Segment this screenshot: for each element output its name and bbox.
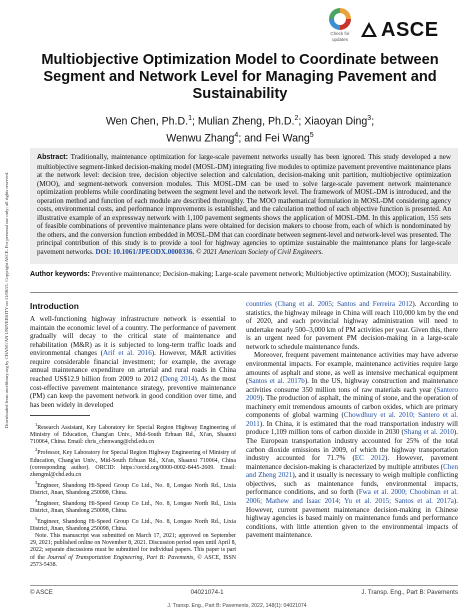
- intro-text: Moreover, frequent pavement maintenance activities may have adverse environmental impacts. For example, maintenance activities require large amounts of asphalt and stone, as well as intensive mechanical equipment (: [246, 351, 458, 386]
- footnote-text: Engineer, Shandong Hi-Speed Group Co Ltd., No. 8, Longao North Rd., Lixia District, Jinan, Shandong 250098, China.: [30, 500, 236, 514]
- intro-text: ). In the US, highway construction and maintenance activities consume 350 million tons of raw materials each year (: [246, 377, 458, 394]
- author-name: ; Xiaoyan Ding: [298, 115, 368, 128]
- badge-label-2: updates: [331, 37, 348, 42]
- citation-link[interactable]: Deng 2014: [162, 374, 195, 383]
- footnotes: [30, 421, 236, 569]
- footer-journal: J. Transp. Eng., Part B: Pavements: [361, 589, 458, 596]
- intro-text: ). However, pavement maintenance decision-making is characterized by multiple attributes (: [246, 454, 458, 471]
- publisher-logo[interactable]: [360, 20, 439, 40]
- journal-name: Journal of Transportation Engineering, Part B: Pavements: [47, 554, 194, 561]
- intro-continued: [246, 300, 458, 540]
- intro-text: ). According to statistics, the highway mileage in China will reach 110,000 km by the end of 2020, and each provincial highway administration will need to undertake nearly 500–3,000 km of PM activities per year. Given this, there is an urgent need for pavement PM decision-making in a large-scale network to schedule maintenance funds.: [246, 300, 458, 351]
- keywords-text: Preventive maintenance; Decision-making; Large-scale pavement network; Multiobjective optimization (MOO); Sustainability.: [89, 270, 452, 278]
- keywords-label: Author keywords:: [30, 271, 90, 278]
- page-footer: [30, 585, 458, 596]
- asce-logo-icon: [360, 21, 378, 39]
- footnote-divider: [30, 415, 90, 416]
- check-updates-icon: [329, 8, 351, 30]
- download-notice: Downloaded from ascelibrary.org by CHANG'AN UNIVERSITY on 11/08/21. Copyright ASCE. For personal use only; all rights reserved.: [4, 171, 9, 429]
- author-sup: 5: [309, 132, 314, 140]
- abstract-text: Traditionally, maintenance optimization for large-scale pavement networks usually has been ignored. This study developed a new multiobjective segment-linked decision-making model (MOSL-DM) integrating five modules to optimize pavement preventive maintenance plans at the network level: decision tree, decision objective selection and calculation, decision-making unit partition, multiobjective optimization (MOO), and segment-network conversion modules. This MOSL-DM can be used to solve large-scale pavement network maintenance optimization problems while coordinating between the segment level and the network level. The framework of MOSL-DM is introduced, and the operation method and function of each module are described thoroughly. The MOO mathematical formulation in MOSL-DM considering agency costs, environmental costs, and performance improvements is established, and the calculation method of each objective function is presented. An illustrative example of an expressway network with 1,100 pavement segments shows the application of MOSL-DM. In this application, 155 sets of feasible combinations of preventive maintenance plans were obtained for decision makers to choose from, each of which is nondominated by the others, and the conversion function embedded in MOSL-DM that can coordinate between segment-level and network-level was presented. The principal contribution of this study is to provide a tool for highway agencies to optimize sustainable the maintenance plans for large-scale pavement networks.: [37, 153, 451, 257]
- footnote-text: Professor, Key Laboratory for Special Region Highway Engineering of Ministry of Education, Chang'an Univ., Mid-South Erhuan Rd., Xi'an, Shaanxi 710064, China (corresponding author). ORCID: https://orcid.org/0000-0002-8445-2609. Email: zhengml@chd.edu.cn: [30, 450, 236, 478]
- footnote: [30, 479, 236, 497]
- intro-text: A well-functioning highway infrastructure network is essential to maintain the economic level of a country. The performance of pavement gradually will decay to the critical state of maintenance and rehabilitation (M&R) as it is subjected to long-term traffic loads and environmental changes (: [30, 315, 236, 358]
- footnote: [30, 446, 236, 478]
- author-name: Wenwu Zhang: [166, 132, 235, 145]
- author-name: Wen Chen, Ph.D.: [105, 115, 189, 128]
- footnote-number: 3: [35, 479, 38, 485]
- footnote: [30, 421, 236, 446]
- check-for-updates-badge[interactable]: [326, 8, 354, 42]
- author-sup: 2: [294, 115, 299, 122]
- citation-link[interactable]: Chen and Zheng 2021: [246, 462, 458, 480]
- doi-link[interactable]: DOI: 10.1061/JPEODX.0000336.: [95, 248, 195, 257]
- footnote-text: Engineer, Shandong Hi-Speed Group Co Ltd., No. 8, Longao North Rd., Lixia District, Jinan, Shandong 250098, China.: [30, 482, 236, 496]
- author-name: ; Mulian Zheng, Ph.D.: [192, 115, 295, 128]
- introduction-heading: Introduction: [30, 301, 79, 311]
- citation-link[interactable]: Arif et al. 2016: [103, 349, 152, 358]
- note-text: Note. This manuscript was submitted on March 17, 2021; approved on September 29, 2021; published online on November 8, 2021. Discussion period open until April 8, 2022; separate discussions must be submitted for individual papers. This paper is part of the: [30, 533, 236, 561]
- authors-line-1: [40, 112, 440, 129]
- footnote: [30, 515, 236, 533]
- abstract: [30, 148, 458, 264]
- abstract-copyright: © 2021 American Society of Civil Engineers.: [194, 248, 324, 257]
- intro-text: ). The European transportation industry accounted for 25% of the total carbon dioxide emissions in 2009, of which the highway transportation industry accounted for 71.7% (: [246, 428, 458, 463]
- intro-text: ), and it usually is necessary to weigh multiple conflicting objectives, such as maintenance funds, environmental impacts, performance conditions, and so forth (: [246, 471, 459, 497]
- footnote-text: Research Assistant, Key Laboratory for Special Region Highway Engineering of Ministry of Education, Chang'an Univ., Mid-South Erhuan Rd., Xi'an, Shaanxi 710064, China. Email: chris_chenwang@chd.edu.cn: [30, 425, 236, 446]
- citation-link[interactable]: countries (Chang et al. 2005; Santos and Ferreira 2012: [246, 300, 413, 308]
- intro-paragraph: [30, 315, 236, 409]
- author-separator: ;: [371, 115, 375, 128]
- asce-logo-text: ASCE: [381, 18, 439, 41]
- note-text: , © ASCE, ISSN 2573-5438.: [30, 554, 236, 568]
- footnote-number: 4: [35, 497, 38, 503]
- abstract-label: Abstract:: [37, 154, 68, 161]
- citation-link[interactable]: Chowdhury et al. 2010; Santero et al. 2011: [246, 411, 458, 428]
- footnote-number: 5: [35, 516, 38, 522]
- intro-text: ). However, M&R activities require considerable financial investment; for example, the average annual maintenance expenditure on arterial and rural roads in China reached US$12.9 billion from 2009 to 2012 (: [30, 349, 236, 383]
- footnote-number: 2: [35, 447, 38, 453]
- author-list: [40, 112, 440, 146]
- footer-article-number: 04021074-1: [190, 589, 224, 596]
- citation-link[interactable]: Santos et al. 2017b: [248, 377, 305, 386]
- badge-label-1: Check for: [330, 31, 350, 36]
- intro-text: ). In China, it is estimated that the road transportation industry will produce 1,109 million tons of carbon dioxide in 2030 (: [246, 419, 458, 437]
- citation-link[interactable]: Fwa et al. 2000; Choobinan et al. 2006; Mathew and Isaac 2014; Yu et al. 2015; Santos et al. 2017a: [246, 488, 458, 505]
- intro-text: ). As the most cost-effective pavement maintenance strategy, preventive maintenance (PM) can keep the pavement network in good condition over time, and has been widely in developed: [30, 374, 236, 409]
- author-sup: 4: [234, 132, 239, 140]
- author-keywords: [30, 270, 458, 280]
- citation-link[interactable]: Santero 2009: [246, 385, 458, 403]
- authors-line-2: [40, 129, 440, 146]
- footnote: [30, 497, 236, 515]
- left-column: [30, 300, 236, 569]
- section-divider: [30, 292, 458, 293]
- footnote-number: 1: [35, 422, 38, 428]
- author-sup: 3: [367, 115, 372, 122]
- intro-text: ). However, current pavement maintenance decision-making in Chinese highway agencies is based mainly on maintenance funds and performance conditions, with little attention given to the environmental impacts of pavement maintenance.: [246, 496, 458, 540]
- paper-title: Multiobjective Optimization Model to Coordinate between Segment and Network Level for Managing Pavement and Sustainability: [41, 52, 439, 102]
- right-column: [246, 300, 458, 540]
- author-sup: 1: [188, 115, 192, 122]
- citation-link[interactable]: EC 2012: [354, 454, 385, 463]
- submission-note: [30, 533, 236, 568]
- footer-copyright: © ASCE: [30, 589, 53, 596]
- footnote-text: Engineer, Shandong Hi-Speed Group Co Ltd., No. 8, Longao North Rd., Lixia District, Jinan, Shandong 250098, China.: [30, 519, 236, 533]
- author-name: ; and Fei Wang: [238, 132, 310, 145]
- citation-link[interactable]: Shang et al. 2010: [403, 428, 454, 437]
- intro-text: ). The production of asphalt, the mining of stone, and the operation of machinery emit tremendous amounts of carbon oxides, which are primary components of global warming (: [246, 394, 458, 420]
- citation-footer: J. Transp. Eng., Part B: Pavements, 2022, 148(1): 04021074: [167, 603, 307, 609]
